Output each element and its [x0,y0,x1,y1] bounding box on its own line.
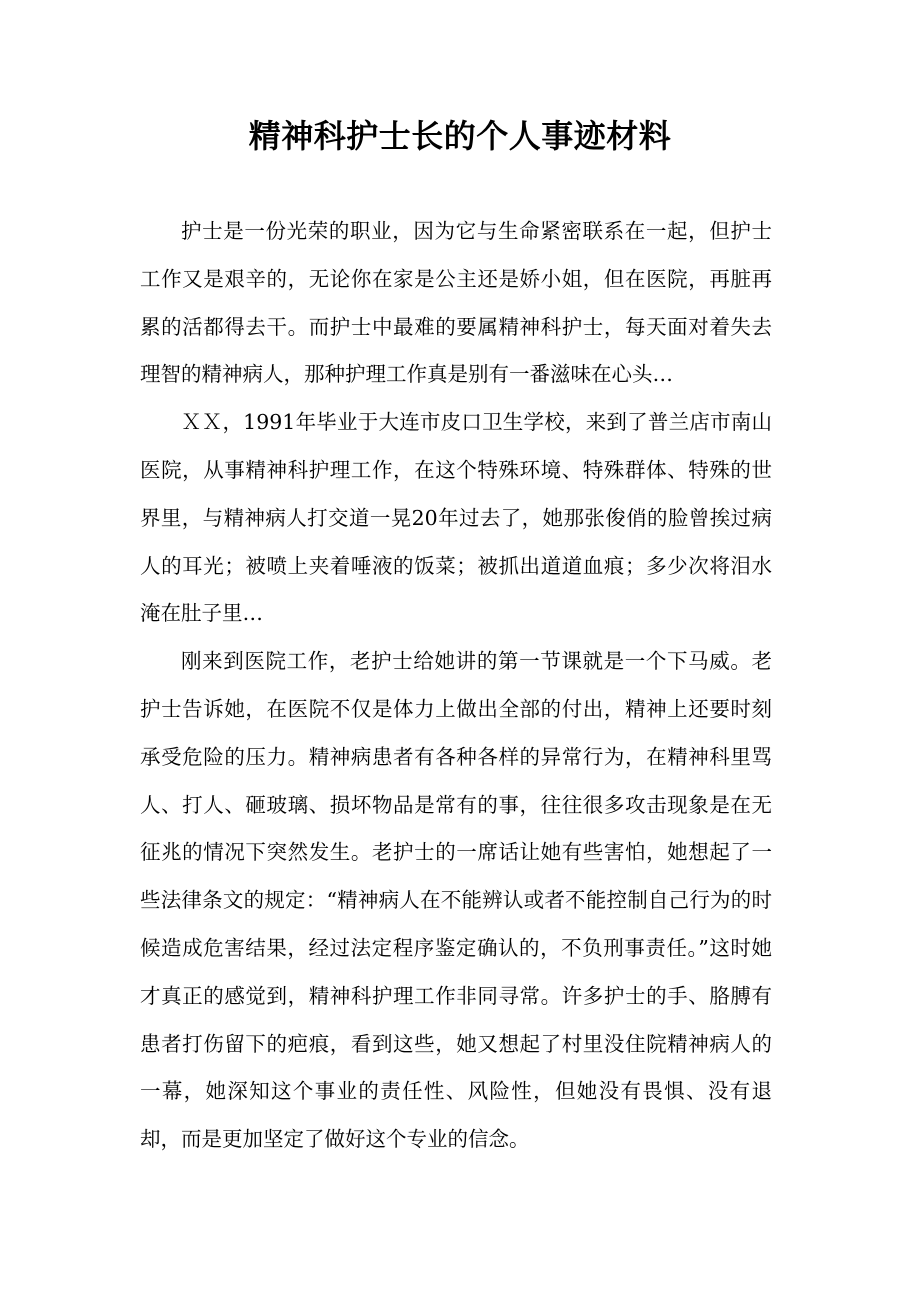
paragraph-intro: 护士是一份光荣的职业，因为它与生命紧密联系在一起，但护士工作又是艰辛的，无论你在家是公主还是娇小姐，但在医院，再脏再累的活都得去干。而护士中最难的要属精神科护士，每天面对着失去理智的精神病人，那种护理工作真是别有一番滋味在心头… [140,219,772,387]
paragraph-first-lesson: 刚来到医院工作，老护士给她讲的第一节课就是一个下马威。老护士告诉她，在医院不仅是体力上做出全部的付出，精神上还要时刻承受危险的压力。精神病患者有各种各样的异常行为，在精神科里骂人、打人、砸玻璃、损坏物品是常有的事，往往很多攻击现象是在无征兆的情况下突然发生。老护士的一席话让她有些害怕，她想起了一些法律条文的规定：“精神病人在不能辨认或者不能控制自己行为的时候造成危害结果，经过法定程序鉴定确认的，不负刑事责任。”这时她才真正的感觉到，精神科护理工作非同寻常。许多护士的手、胳膊有患者打伤留下的疤痕，看到这些，她又想起了村里没住院精神病人的一幕，她深知这个事业的责任性、风险性，但她没有畏惧、没有退却，而是更加坚定了做好这个专业的信念。 [140,649,772,1152]
document-body [140,208,772,1164]
paragraph-background: ＸＸ，1991年毕业于大连市皮口卫生学校，来到了普兰店市南山医院，从事精神科护理工作，在这个特殊环境、特殊群体、特殊的世界里，与精神病人打交道一晃20年过去了，她那张俊俏的脸曾挨过病人的耳光；被喷上夹着唾液的饭菜；被抓出道道血痕；多少次将泪水淹在肚子里… [140,410,772,626]
document-title: 精神科护士长的个人事迹材料 [248,117,672,155]
